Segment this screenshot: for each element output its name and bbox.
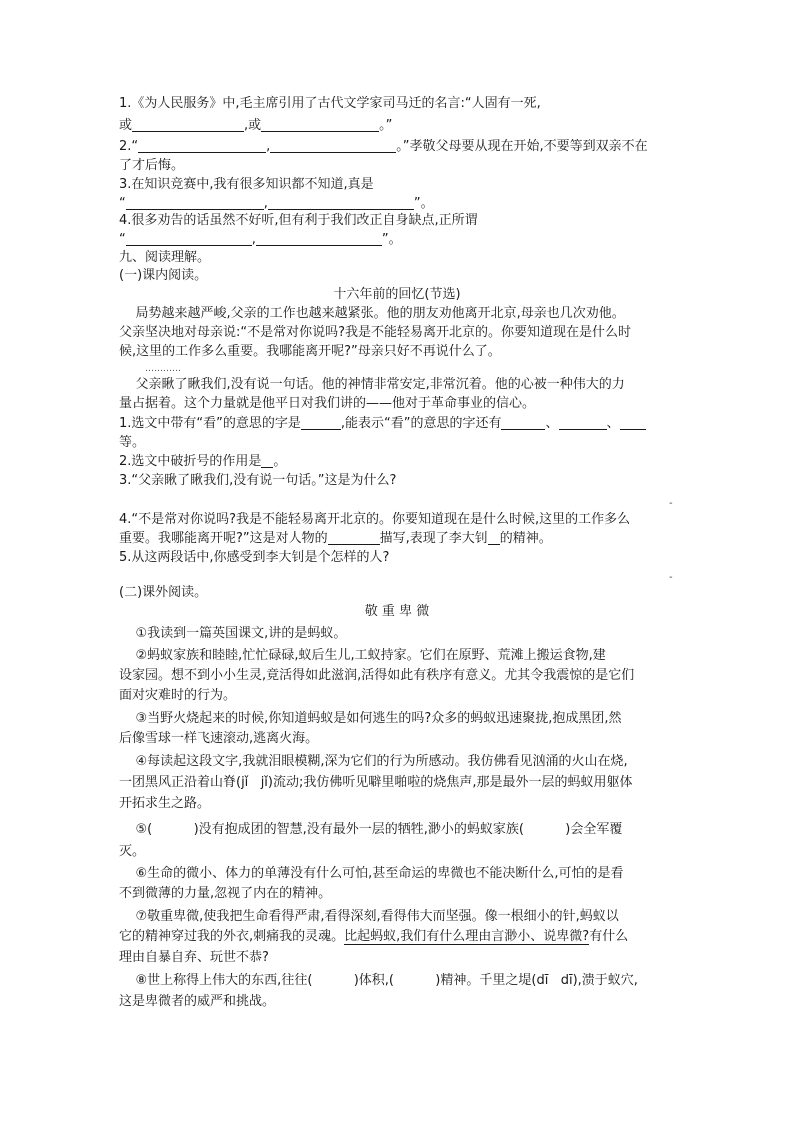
- text: ”。: [381, 232, 402, 247]
- passage-title: 十六年前的回忆(节选): [333, 287, 461, 302]
- passage-line: 一团黑风正沿着山脊(jǐ jǐ)流动;我仿佛听见噼里啪啦的烧焦声,那是最外一层的蚂蚁用躯体: [119, 775, 633, 790]
- passage-line: 量占据着。这个力量就是他平日对我们讲的——他对于革命事业的信心。: [119, 396, 536, 411]
- passage-line: ⑧世上称得上伟大的东西,往往( )体积,( )精神。千里之堤(dī dī),溃于蚁穴,: [119, 973, 638, 988]
- text: “: [119, 232, 126, 247]
- question-2-line: [119, 139, 648, 155]
- text: 1.选文中带有“看”的意思的字是: [119, 416, 301, 431]
- text: 描写,表现了李大钊: [379, 531, 488, 546]
- text: 它的精神穿过我的外衣,刺痛我的灵魂。: [119, 929, 345, 944]
- passage-line: 设家园。想不到小小生灵,竟活得如此滋润,活得如此有秩序有意义。尤其令我震惊的是它们: [119, 668, 635, 683]
- passage-line: ⑥生命的微小、体力的单薄没有什么可怕,甚至命运的卑微也不能决断什么,可怕的是看: [119, 866, 624, 881]
- passage-line: 父亲瞅了瞅我们,没有说一句话。他的神情非常安定,非常沉着。他的心被一种伟大的力: [119, 377, 625, 392]
- question-4-line: 4.很多劝告的话虽然不好听,但有利于我们改正自身缺点,正所谓: [119, 213, 478, 228]
- answer-blank[interactable]: [328, 531, 380, 545]
- question-line: [119, 416, 646, 432]
- answer-blank[interactable]: [126, 196, 264, 210]
- question-2-cont: 了才后悔。: [119, 158, 185, 173]
- passage-line: 灭。: [119, 844, 146, 859]
- text: 、: [545, 416, 559, 431]
- question-3-blanks: [119, 196, 434, 212]
- passage-line: ⑤( )没有抱成团的智慧,没有最外一层的牺牲,渺小的蚂蚁家族( )会全军覆: [119, 822, 623, 837]
- passage-line: 后像雪球一样飞速滚动,逃离火海。: [119, 731, 319, 746]
- text: 2.选文中破折号的作用是: [119, 454, 262, 469]
- passage-line: ②蚂蚁家族和睦睦,忙忙碌碌,蚁后生儿,工蚁持家。它们在原野、荒滩上搬运食物,建: [119, 648, 606, 663]
- answer-blank[interactable]: [132, 118, 244, 132]
- text: “: [119, 196, 126, 211]
- question-3-line: 3.在知识竞赛中,我有很多知识都不知道,真是: [119, 177, 374, 192]
- passage-line: [119, 929, 628, 945]
- text: 、: [606, 416, 620, 431]
- passage-line: ⑦敬重卑微,使我把生命看得严肃,看得深刻,看得伟大而坚强。像一根细小的针,蚂蚁以: [119, 909, 619, 924]
- question-line: 5.从这两段话中,你感受到李大钊是个怎样的人?: [119, 550, 390, 565]
- text: 。: [273, 454, 287, 469]
- question-1-line: 1.《为人民服务》中,毛主席引用了古代文学家司马迁的名言:“人固有一死,: [119, 96, 541, 111]
- answer-blank[interactable]: [620, 416, 646, 430]
- answer-blank[interactable]: [261, 454, 273, 468]
- answer-blank[interactable]: [268, 196, 414, 210]
- text: ,或: [244, 118, 262, 133]
- answer-blank[interactable]: [270, 139, 396, 153]
- underlined-sentence: 比起蚂蚁,我们有什么理由言渺小、说卑微?: [344, 929, 590, 944]
- passage-line: 这是卑微者的威严和挑战。: [119, 994, 276, 1009]
- text: 或: [119, 118, 133, 133]
- passage-line: 面对灾难时的行为。: [119, 688, 237, 703]
- question-4-blanks: [119, 232, 402, 248]
- question-line: 4.“不是常对你说吗?我是不能轻易离开北京的。你要知道现在是什么时候,这里的工作多么: [119, 512, 631, 527]
- question-1-blanks: [119, 118, 392, 134]
- text: 。”孝敬父母要从现在开始,不要等到双亲不在: [396, 139, 648, 154]
- passage-line: ④每读起这段文字,我就泪眼模糊,深为它们的行为所感动。我仿佛看见汹涌的火山在烧,: [119, 754, 628, 769]
- answer-blank[interactable]: [301, 416, 341, 430]
- answer-blank[interactable]: [126, 232, 252, 246]
- text: 2.“: [119, 139, 139, 154]
- text: ,能表示“看”的意思的字还有: [340, 416, 502, 431]
- text: 重要。我哪能离开呢?”这是对人物的: [119, 531, 328, 546]
- passage-line: ③当野火烧起来的时候,你知道蚂蚁是如何逃生的吗?众多的蚂蚁迅速聚拢,抱成黑团,然: [119, 711, 622, 726]
- answer-blank[interactable]: [256, 232, 382, 246]
- passage-line: 不到微薄的力量,忽视了内在的精神。: [119, 886, 332, 901]
- question-line: [119, 531, 552, 547]
- answer-blank[interactable]: [501, 416, 545, 430]
- answer-blank[interactable]: [138, 139, 266, 153]
- passage-title: 敬 重 卑 微: [364, 604, 430, 619]
- passage-line: 父亲坚决地对母亲说:“不是常对你说吗?我是不能轻易离开北京的。你要知道现在是什么时: [119, 325, 632, 340]
- answer-blank[interactable]: [261, 118, 379, 132]
- answer-blank[interactable]: [559, 416, 607, 430]
- answer-blank[interactable]: [488, 531, 500, 545]
- section-heading: 九、阅读理解。: [119, 250, 211, 265]
- passage-line: 理由自暴自弃、玩世不恭?: [119, 950, 269, 965]
- subsection-heading: (一)课内阅读。: [119, 268, 208, 283]
- passage-line: 候,这里的工作多么重要。我哪能离开呢?”母亲只好不再说什么了。: [119, 344, 501, 359]
- text: 有什么: [589, 929, 629, 944]
- scan-mark: -: [669, 572, 673, 583]
- text: ,: [251, 232, 256, 247]
- text: ,: [263, 196, 268, 211]
- text: ”。: [413, 196, 434, 211]
- question-line: [119, 454, 286, 470]
- scan-mark: -: [669, 498, 673, 509]
- passage-line: 局势越来越严峻,父亲的工作也越来越紧张。他的朋友劝他离开北京,母亲也几次劝他。: [119, 306, 625, 321]
- text: 。”: [379, 118, 393, 133]
- ellipsis: …………: [145, 364, 181, 374]
- passage-line: 开拓求生之路。: [119, 796, 211, 811]
- subsection-heading: (二)课外阅读。: [119, 585, 208, 600]
- text: ,: [266, 139, 271, 154]
- passage-line: ①我读到一篇英国课文,讲的是蚂蚁。: [119, 626, 347, 641]
- question-line: 等。: [119, 435, 146, 450]
- question-line: 3.“父亲瞅了瞅我们,没有说一句话。”这是为什么?: [119, 473, 397, 488]
- text: 的精神。: [499, 531, 552, 546]
